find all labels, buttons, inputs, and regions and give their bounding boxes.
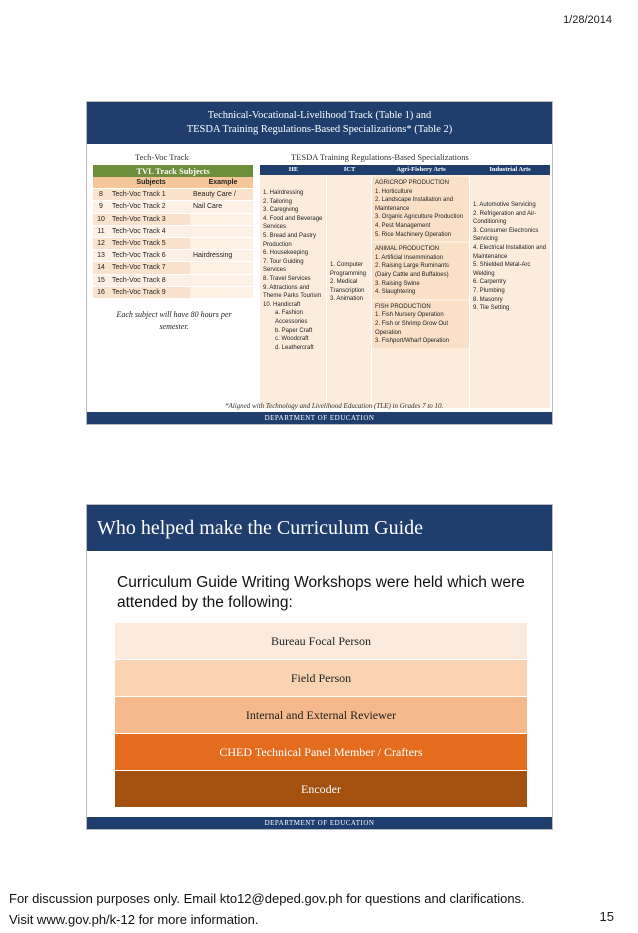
table-cell-example — [190, 262, 253, 273]
animal-block — [372, 243, 469, 299]
table-cell-subject: Tech-Voc Track 7 — [112, 264, 166, 272]
table-row — [93, 287, 253, 299]
he-item: c. Woodcraft — [275, 336, 309, 343]
participant-bar: Bureau Focal Person — [115, 623, 527, 659]
hours-note: Each subject will have 80 hours per semester. — [116, 310, 232, 331]
industrial-item: 3. Consumer Electronics Servicing — [473, 227, 539, 243]
ict-item: 3. Animation — [330, 296, 364, 303]
fish-block — [372, 301, 469, 348]
table-row — [93, 189, 253, 201]
industrial-item: 8. Masonry — [473, 296, 503, 303]
table-cell-example: Beauty Care / — [193, 191, 236, 199]
tech-voc-label: Tech-Voc Track — [135, 152, 189, 162]
industrial-column — [470, 175, 550, 408]
slide-curriculum-guide — [86, 504, 553, 830]
animal-item: 4. Slaughtering — [375, 289, 416, 296]
industrial-item: 2. Refrigeration and Air-Conditioning — [473, 210, 537, 226]
table-cell-example — [190, 287, 253, 298]
he-item: a. Fashion Accessories — [275, 310, 308, 325]
ict-item: 2. Medical Transcription — [330, 279, 365, 294]
agricrop-item: 3. Organic Agriculture Production — [375, 214, 464, 221]
he-item: 2. Tailoring — [263, 198, 292, 205]
table-cell-example — [190, 226, 253, 237]
date-stamp: 1/28/2014 — [563, 14, 612, 26]
table-cell-num: 13 — [97, 252, 105, 260]
industrial-item: 6. Carpentry — [473, 279, 507, 286]
he-item: d. Leathercraft — [275, 344, 314, 351]
table-cell-subject: Tech-Voc Track 6 — [112, 252, 166, 260]
footer-line1: For discussion purposes only. Email kto12@deped.gov.ph for questions and clarifications. — [9, 891, 525, 906]
table-row — [93, 250, 253, 262]
table-cell-subject: Tech-Voc Track 8 — [112, 276, 166, 284]
header-ict: ICT — [343, 166, 356, 173]
header-he: HE — [288, 166, 299, 173]
agricrop-item: 1. Horticulture — [375, 188, 413, 195]
industrial-item: 5. Shielded Metal-Arc Welding — [473, 262, 531, 277]
ict-item: 1. Computer Programming — [330, 262, 367, 277]
tvl-header-row — [93, 177, 253, 189]
industrial-item: 4. Electrical Installation and Maintenance — [473, 244, 547, 260]
table-cell-example: Hairdressing — [190, 250, 253, 261]
slide-title-line1: Technical-Vocational-Livelihood Track (Table 1) and — [207, 110, 432, 121]
fish-item: 2. Fish or Shrimp Grow Out Operation — [375, 320, 449, 336]
table-row — [93, 226, 253, 238]
agricrop-item: 4. Pest Management — [375, 222, 431, 229]
slide-title-line2: TESDA Training Regulations-Based Specializations* (Table 2) — [186, 124, 453, 135]
table-cell-subject: Tech-Voc Track 5 — [112, 239, 166, 247]
table-cell-num: 11 — [97, 227, 105, 235]
fish-item: 3. Fishport/Wharf Operation — [375, 338, 450, 345]
col-example: Example — [208, 179, 238, 186]
he-item: 5. Bread and Pastry Production — [263, 232, 317, 248]
animal-item: 3. Raising Swine — [375, 280, 420, 287]
table-row — [93, 275, 253, 287]
table-cell-subject: Tech-Voc Track 3 — [112, 215, 166, 223]
he-item: 3. Caregiving — [263, 207, 299, 214]
tesda-label: TESDA Training Regulations-Based Specializations — [291, 152, 469, 162]
he-item: 9. Attractions and Theme Parks Tourism — [263, 284, 322, 300]
table-cell-num: 12 — [97, 239, 105, 247]
he-item: 7. Tour Guiding Services — [263, 258, 304, 274]
participant-bar: Encoder — [115, 771, 527, 807]
table-cell-example — [190, 275, 253, 286]
page-footer — [9, 888, 525, 930]
col-subjects: Subjects — [136, 179, 166, 186]
agricrop-item: 2. Landscape Installation and Maintenance — [375, 197, 454, 212]
slide-footer: DEPARTMENT OF EDUCATION — [87, 817, 552, 829]
header-industrial: Industrial Arts — [489, 166, 531, 173]
slide-tvl-track — [86, 101, 553, 425]
table-cell-subject: Tech-Voc Track 2 — [112, 203, 166, 211]
table-row — [93, 262, 253, 274]
animal-item: 2. Raising Large Ruminants (Dairy Cattle and Buffaloes) — [375, 263, 450, 278]
table-cell-num: 8 — [99, 191, 103, 199]
agricrop-item: 5. Rice Machinery Operation — [375, 231, 452, 238]
he-item: 8. Travel Services — [263, 275, 311, 282]
industrial-item: 9. Tile Setting — [473, 305, 510, 312]
slide-header — [87, 102, 552, 144]
he-item: 10. Handicraft — [263, 301, 301, 308]
he-item: 6. Housekeeping — [263, 250, 309, 257]
slide-title: Who helped make the Curriculum Guide — [87, 505, 552, 551]
table-cell-num: 14 — [97, 264, 105, 272]
table-cell-num: 15 — [97, 276, 105, 284]
participant-bar: Field Person — [115, 660, 527, 696]
table-cell-num: 16 — [97, 288, 105, 296]
table-cell-example — [190, 238, 253, 249]
industrial-item: 1. Automotive Servicing — [473, 202, 536, 208]
table-cell-subject: Tech-Voc Track 4 — [112, 227, 166, 235]
agri-column — [372, 175, 470, 408]
tvl-table-title: TVL Track Subjects — [93, 165, 253, 177]
intro-text: Curriculum Guide Writing Workshops were held which were attended by the following: — [117, 574, 525, 611]
page-number: 15 — [599, 909, 614, 924]
participant-bar: Internal and External Reviewer — [115, 697, 527, 733]
agricrop-title: AGRICROP PRODUCTION — [375, 180, 449, 186]
participant-bar: CHED Technical Panel Member / Crafters — [115, 734, 527, 770]
table-cell-subject: Tech-Voc Track 9 — [112, 288, 166, 296]
tesda-table — [260, 165, 550, 410]
table-cell-example — [190, 214, 253, 225]
animal-title: ANIMAL PRODUCTION — [375, 246, 440, 253]
table-row — [93, 214, 253, 226]
table-cell-subject: Tech-Voc Track 1 — [112, 191, 166, 199]
table-row — [93, 201, 253, 213]
he-item: 4. Food and Beverage Services — [263, 215, 323, 231]
table-row — [93, 238, 253, 250]
tvl-table — [93, 165, 253, 299]
animal-item: 1. Artificial Insemmination — [375, 254, 444, 261]
fish-title: FISH PRODUCTION — [375, 303, 431, 310]
table-cell-num: 9 — [99, 203, 103, 211]
ict-column — [327, 175, 372, 408]
header-agri: Agri-Fishery Arts — [396, 166, 446, 173]
tesda-header-row — [260, 165, 550, 175]
footer-line2: Visit www.gov.ph/k-12 for more information. — [9, 912, 259, 927]
he-column — [260, 175, 327, 408]
table-cell-example: Nail Care — [193, 203, 223, 211]
he-item: b. Paper Craft — [275, 327, 313, 334]
table-cell-num: 10 — [97, 215, 105, 223]
slide-footer: DEPARTMENT OF EDUCATION — [87, 412, 552, 424]
fish-item: 1. Fish Nursery Operation — [375, 312, 444, 319]
agricrop-block — [372, 177, 469, 241]
he-item: 1. Hairdressing — [263, 190, 304, 196]
industrial-item: 7. Plumbing — [473, 287, 505, 294]
footnote: *Aligned with Technology and Livelihood Education (TLE) in Grades 7 to 10. — [225, 402, 444, 410]
